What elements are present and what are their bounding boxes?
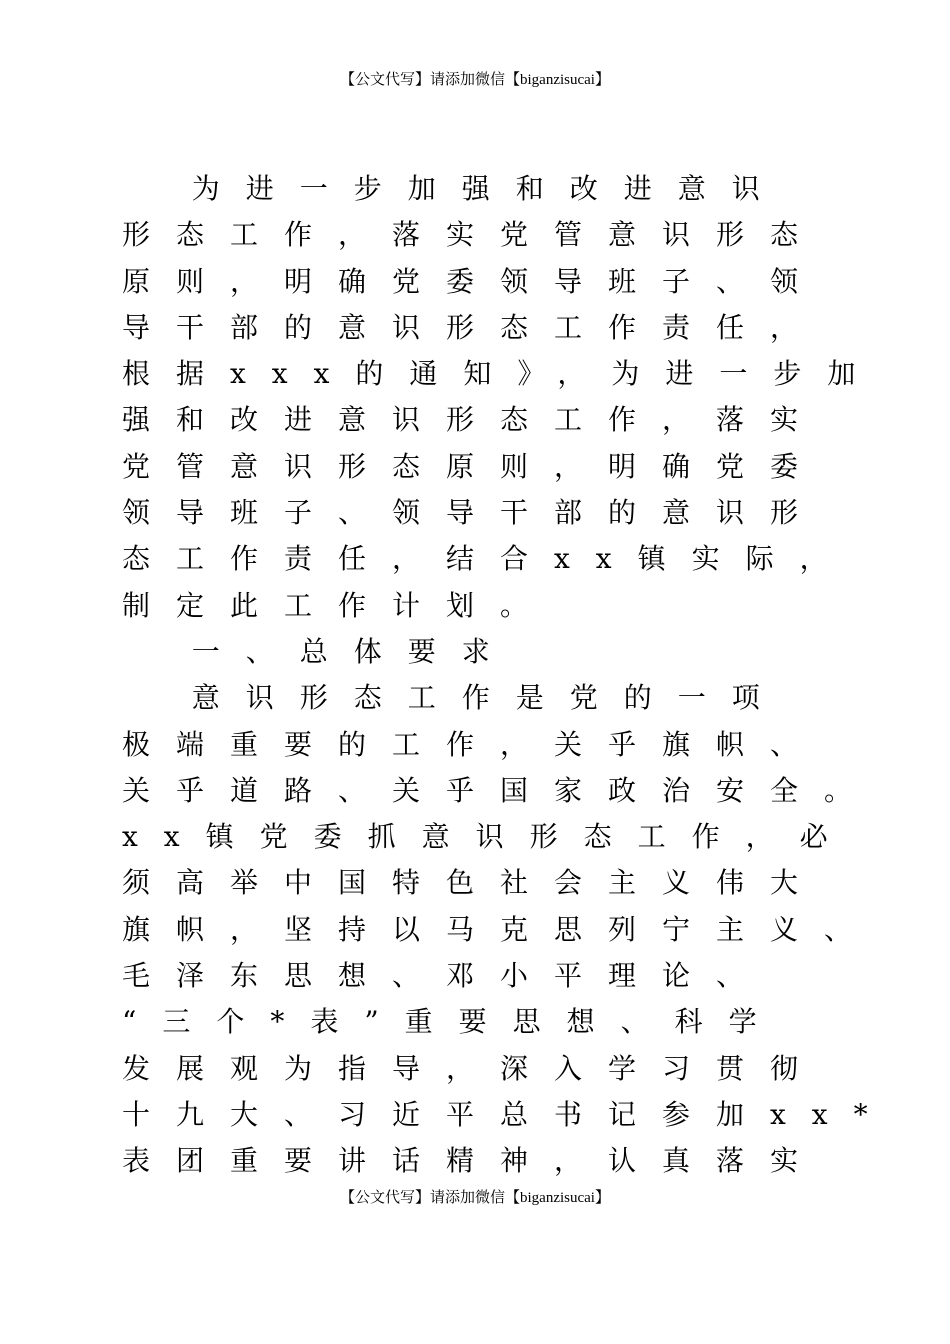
text-line: 根据xxx的通知》，为进一步加	[122, 357, 882, 391]
text-line: 制定此工作计划。	[122, 588, 555, 622]
text-line: 旗帜，坚持以马克思列宁主义、	[122, 912, 879, 946]
text-line: “三个*表”重要思想、科学	[122, 1005, 783, 1039]
text-line: 毛泽东思想、邓小平理论、	[122, 959, 771, 993]
text-line: 十九大、习近平总书记参加xx*	[122, 1097, 894, 1131]
text-line: 极端重要的工作，关乎旗帜、	[122, 727, 825, 761]
text-line: 原则，明确党委领导班子、领	[122, 264, 825, 298]
text-line: 态工作责任，结合xx镇实际，	[122, 542, 854, 576]
text-line: xx镇党委抓意识形态工作，必	[122, 820, 854, 854]
text-line: 强和改进意识形态工作，落实	[122, 403, 825, 437]
text-line: 形态工作，落实党管意识形态	[122, 218, 825, 252]
page-footer: 【公文代写】请添加微信【biganzisucai】	[340, 1190, 610, 1206]
text-line: 为进一步加强和改进意识	[122, 172, 786, 205]
text-line: 党管意识形态原则，明确党委	[122, 449, 825, 483]
text-line: 导干部的意识形态工作责任，	[122, 310, 825, 344]
text-line: 领导班子、领导干部的意识形	[122, 496, 825, 530]
section-heading: 一、总体要求	[122, 634, 516, 668]
text-line: 关乎道路、关乎国家政治安全。	[122, 773, 879, 807]
text-line: 表团重要讲话精神，认真落实	[122, 1144, 825, 1178]
document-body	[122, 166, 894, 1185]
text-line: 意识形态工作是党的一项	[122, 681, 786, 715]
page-header: 【公文代写】请添加微信【biganzisucai】	[340, 72, 610, 88]
text-line: 发展观为指导，深入学习贯彻	[122, 1051, 825, 1085]
text-line: 须高举中国特色社会主义伟大	[122, 866, 825, 900]
